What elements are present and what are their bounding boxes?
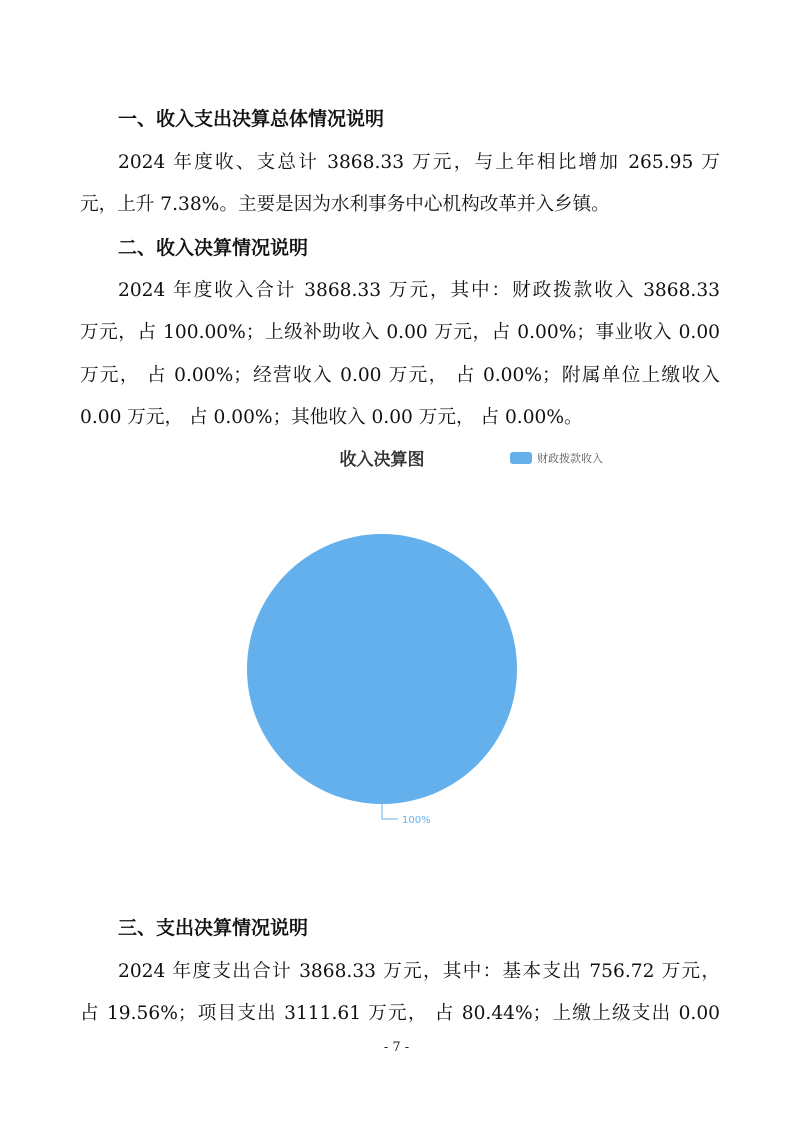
paragraph-line: 占 19.56%；项目支出 3111.61 万元， 占 80.44%；上缴上级支出 0.00: [80, 1003, 720, 1024]
paragraph-line: 2024 年度支出合计 3868.33 万元，其中：基本支出 756.72 万元，: [118, 961, 720, 982]
page-number: - 7 -: [383, 1040, 410, 1055]
paragraph-line: 万元， 占 0.00%；经营收入 0.00 万元， 占 0.00%；附属单位上缴收入: [80, 365, 720, 386]
pie-leader-line: [382, 804, 398, 819]
chart-title: 收入决算图: [339, 450, 425, 470]
paragraph-line: 万元，占 100.00%；上级补助收入 0.00 万元，占 0.00%；事业收入 0.00: [80, 322, 720, 343]
heading-overall: 一、收入支出决算总体情况说明: [118, 108, 385, 130]
pie-data-labels: [382, 804, 431, 826]
paragraph-line: 0.00 万元， 占 0.00%；其他收入 0.00 万元， 占 0.00%。: [80, 407, 583, 428]
pie-data-label: 100%: [402, 815, 431, 826]
pie-slices: [247, 534, 517, 804]
heading-expenditure: 三、支出决算情况说明: [118, 917, 309, 939]
legend-swatch: [510, 452, 532, 464]
chart-legend: [510, 451, 603, 465]
legend-label: 财政拨款收入: [537, 452, 603, 465]
pie-slice: [247, 534, 517, 804]
paragraph-line: 元，上升 7.38%。主要是因为水利事务中心机构改革并入乡镇。: [80, 194, 610, 215]
paragraph-line: 2024 年度收入合计 3868.33 万元，其中：财政拨款收入 3868.33: [118, 280, 720, 301]
income-pie-chart: [0, 440, 793, 840]
paragraph-line: 2024 年度收、支总计 3868.33 万元，与上年相比增加 265.95 万: [118, 152, 720, 173]
heading-income: 二、收入决算情况说明: [118, 237, 309, 259]
